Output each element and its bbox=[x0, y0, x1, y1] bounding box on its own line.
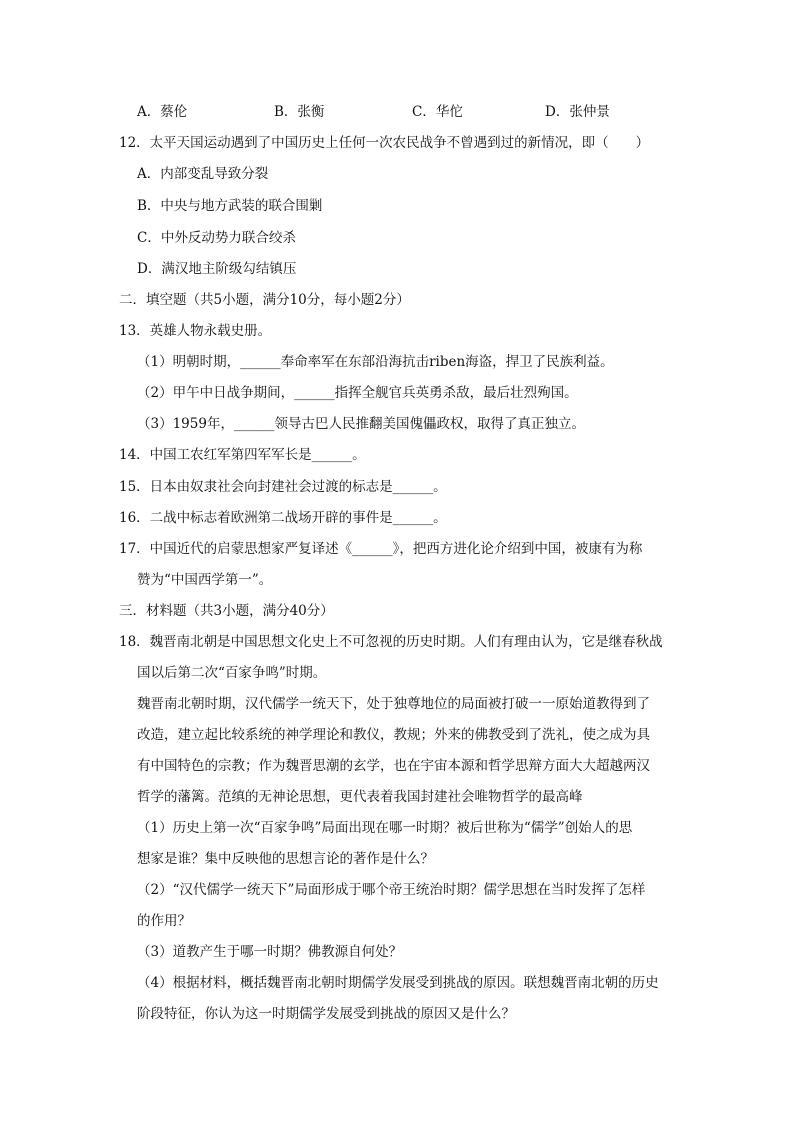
q18-material-1: 魏晋南北朝时期，汉代儒学一统天下，处于独尊地位的局面被打破一一原始道教得到了 bbox=[137, 696, 650, 712]
q14: 14．中国工农红军第四军军长是______。 bbox=[119, 447, 366, 463]
q18-question-1b: 想家是谁？集中反映他的思想言论的著作是什么？ bbox=[137, 851, 434, 867]
section3-heading: 三．材料题（共3小题，满分40分） bbox=[119, 603, 334, 619]
q18-question-3: （3）道教产生于哪一时期？佛教源自何处？ bbox=[137, 944, 403, 960]
q18-question-4b: 阶段特征，你认为这一时期儒学发展受到挑战的原因又是什么？ bbox=[137, 1006, 515, 1022]
q13-item-2: （2）甲午中日战争期间，______指挥全舰官兵英勇杀敌，最后壮烈殉国。 bbox=[137, 385, 578, 401]
q18-question-1a: （1）历史上第一次“百家争鸣”局面出现在哪一时期？被后世称为“儒学”创始人的思 bbox=[137, 820, 633, 836]
section2-heading: 二．填空题（共5小题，满分10分，每小题2分） bbox=[119, 292, 410, 308]
q18-question-4a: （4）根据材料，概括魏晋南北朝时期儒学发展受到挑战的原因。联想魏晋南北朝的历史 bbox=[137, 975, 659, 991]
q18-question-2a: （2）“汉代儒学一统天下”局面形成于哪个帝王统治时期？儒学思想在当时发挥了怎样 bbox=[137, 882, 646, 898]
q18-material-4: 哲学的藩篱。范缜的无神论思想，更代表着我国封建社会唯物哲学的最高峰 bbox=[137, 789, 583, 805]
q11-option-c: C．华佗 bbox=[412, 104, 463, 120]
q13-item-1: （1）明朝时期，______奉命率军在东部沿海抗击riben海盗，捍卫了民族利益。 bbox=[137, 354, 614, 370]
q12-option-d: D．满汉地主阶级勾结镇压 bbox=[137, 261, 297, 277]
q12-stem: 12．太平天国运动遇到了中国历史上任何一次农民战争不曾遇到过的新情况，即（ ） bbox=[119, 135, 650, 151]
q15: 15．日本由奴隶社会向封建社会过渡的标志是______。 bbox=[119, 479, 447, 495]
q12-option-b: B．中央与地方武装的联合围剿 bbox=[137, 198, 323, 214]
q13-stem: 13．英雄人物永载史册。 bbox=[119, 323, 272, 339]
q12-option-a: A．内部变乱导致分裂 bbox=[137, 166, 269, 182]
q18-stem-2: 国以后第二次“百家争鸣”时期。 bbox=[137, 665, 327, 681]
q17-line-1: 17．中国近代的启蒙思想家严复译述《______》，把西方进化论介绍到中国，被康有为称 bbox=[119, 541, 643, 557]
q11-option-d: D．张仲景 bbox=[545, 104, 610, 120]
q18-material-3: 有中国特色的宗教；作为魏晋思潮的玄学，也在宇宙本源和哲学思辩方面大大超越两汉 bbox=[137, 758, 650, 774]
q18-question-2b: 的作用？ bbox=[137, 913, 191, 929]
q17-line-2: 赞为“中国西学第一”。 bbox=[137, 572, 273, 588]
q18-stem-1: 18．魏晋南北朝是中国思想文化史上不可忽视的历史时期。人们有理由认为，它是继春秋战 bbox=[119, 634, 663, 650]
q18-material-2: 改造，建立起比较系统的神学理论和教仪，教规；外来的佛教受到了洗礼，使之成为具 bbox=[137, 727, 650, 743]
q11-option-a: A．蔡伦 bbox=[137, 104, 188, 120]
q13-item-3: （3）1959年，______领导古巴人民推翻美国傀儡政权，取得了真正独立。 bbox=[137, 416, 585, 432]
q11-option-b: B．张衡 bbox=[274, 104, 325, 120]
q12-option-c: C．中外反动势力联合绞杀 bbox=[137, 230, 296, 246]
q16: 16．二战中标志着欧洲第二战场开辟的事件是______。 bbox=[119, 510, 447, 526]
